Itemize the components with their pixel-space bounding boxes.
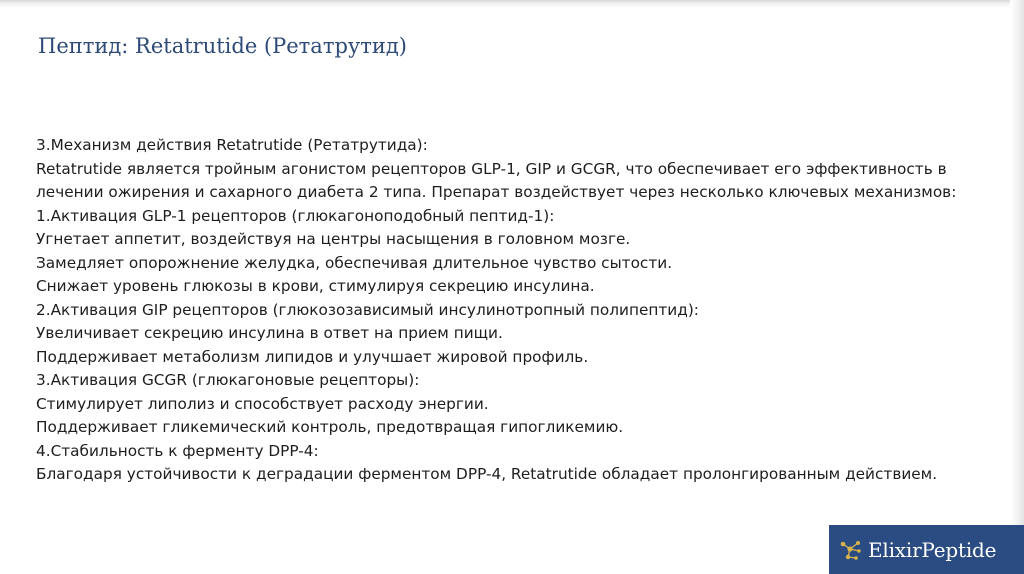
elixirpeptide-logo [829, 525, 1024, 574]
body-line: Увеличивает секрецию инсулина в ответ на прием пищи. [36, 324, 503, 342]
logo-text: ElixirPeptide [868, 537, 997, 562]
top-edge-shadow [0, 0, 1024, 8]
body-line: Стимулирует липолиз и способствует расходу энергии. [36, 394, 489, 413]
body-line: Поддерживает гликемический контроль, предотвращая гипогликемию. [36, 418, 624, 436]
section-heading: 3.Механизм действия Retatrutide (Ретатрутида): [36, 136, 428, 154]
body-line: Благодаря устойчивости к деградации ферментом DPP-4, Retatrutide обладает пролонгированным действием. [36, 465, 938, 483]
body-line: Снижает уровень глюкозы в крови, стимулируя секрецию инсулина. [36, 277, 595, 295]
right-edge-shadow [1010, 0, 1024, 574]
slide-title: Пептид: Retatrutide (Ретатрутид) [38, 34, 407, 58]
subsection-heading: 1.Активация GLP-1 рецепторов (глюкагоноподобный пептид-1): [36, 206, 555, 225]
body-line: Замедляет опорожнение желудка, обеспечивая длительное чувство сытости. [36, 253, 673, 272]
subsection-heading: 3.Активация GCGR (глюкагоновые рецепторы): [36, 371, 420, 389]
body-line: Поддерживает метаболизм липидов и улучшает жировой профиль. [36, 347, 589, 366]
body-line: лечении ожирения и сахарного диабета 2 типа. Препарат воздействует через несколько ключевых механизмов: [36, 183, 957, 201]
subsection-heading: 4.Стабильность к ферменту DPP-4: [36, 441, 319, 460]
body-line: Угнетает аппетит, воздействуя на центры насыщения в головном мозге. [36, 230, 631, 248]
molecule-icon [837, 536, 865, 564]
body-line: Retatrutide является тройным агонистом рецепторов GLP-1, GIP и GCGR, что обеспечивает его эффективность в [36, 159, 947, 178]
subsection-heading: 2.Активация GIP рецепторов (глюкозозависимый инсулинотропный полипептид): [36, 300, 699, 319]
slide-body [36, 134, 996, 487]
